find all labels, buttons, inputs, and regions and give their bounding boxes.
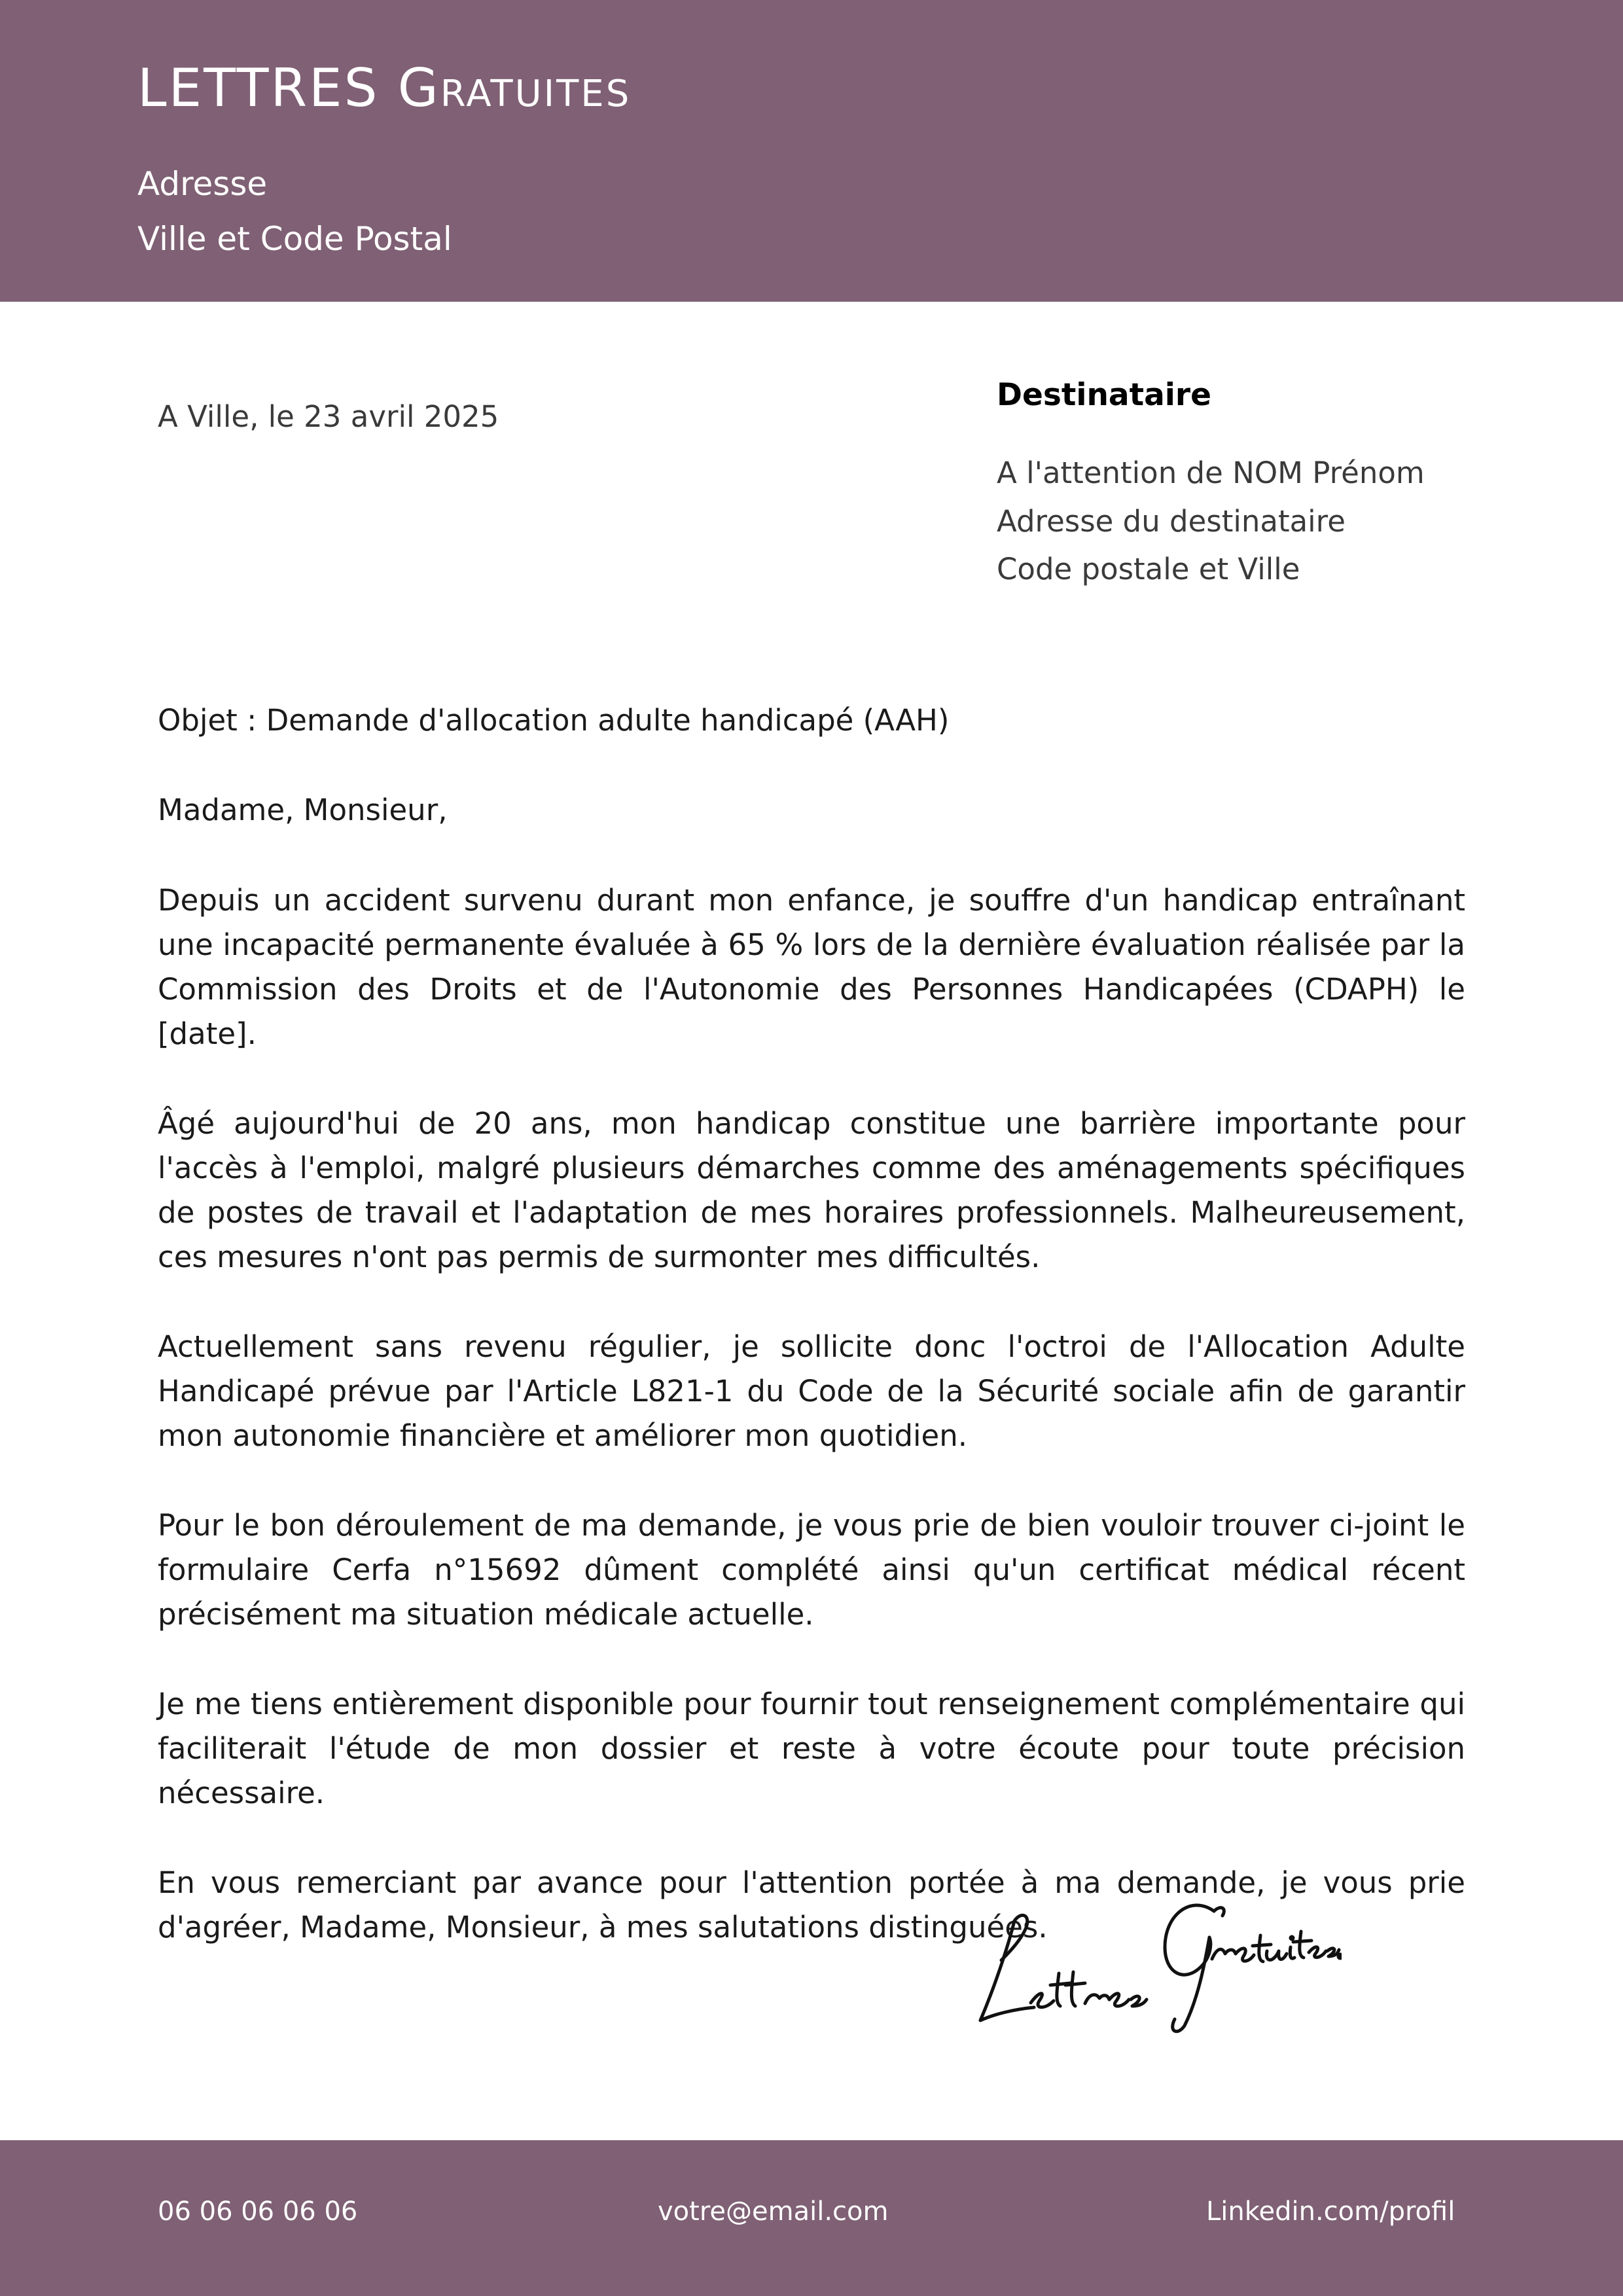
footer-band	[0, 2140, 1623, 2296]
body-paragraph: Depuis un accident survenu durant mon enfance, je souffre d'un handicap entraînant une incapacité permanente évaluée à 65 % lors de la dernière évaluation réalisée par la Commission des Droits et de l'Autonomie des Personnes Handicapées (CDAPH) le [date].	[158, 883, 1465, 1051]
body-paragraph: Je me tiens entièrement disponible pour fournir tout renseignement complémentaire qui faciliterait l'étude de mon dossier et reste à votre écoute pour toute précision nécessaire.	[158, 1687, 1465, 1810]
footer-phone: 06 06 06 06 06	[158, 2197, 358, 2227]
handwritten-signature	[969, 1875, 1342, 2045]
footer-email[interactable]: votre@email.com	[658, 2197, 889, 2227]
body-paragraph: En vous remerciant par avance pour l'attention portée à ma demande, je vous prie d'agréer, Madame, Monsieur, à mes salutations distinguées.	[158, 1865, 1465, 1945]
header-band	[0, 0, 1623, 302]
sender-address: Adresse	[137, 165, 268, 203]
brand-title	[137, 58, 631, 118]
greeting: Madame, Monsieur,	[158, 793, 448, 827]
letter-body	[158, 878, 1465, 1995]
brand-word-gratuites: Gratuites	[397, 58, 632, 118]
brand-word-lettres: LETTRES	[137, 58, 380, 118]
body-paragraph: Âgé aujourd'hui de 20 ans, mon handicap constitue une barrière importante pour l'accès à l'emploi, malgré plusieurs démarches comme des aménagements spécifiques de postes de travail et l'adaptation de mes horaires professionnels. Malheureusement, ces mesures n'ont pas permis de surmonter mes difficultés.	[158, 1106, 1465, 1274]
footer-linkedin[interactable]: Linkedin.com/profil	[1206, 2197, 1455, 2227]
recipient-title: Destinataire	[997, 377, 1211, 413]
date-line: A Ville, le 23 avril 2025	[158, 399, 499, 434]
subject-line: Objet : Demande d'allocation adulte handicapé (AAH)	[158, 703, 950, 738]
body-paragraph: Pour le bon déroulement de ma demande, je vous prie de bien vouloir trouver ci-joint le formulaire Cerfa n°15692 dûment complété ainsi qu'un certificat médical récent précisément ma situation médicale actuelle.	[158, 1508, 1465, 1632]
recipient-line: Adresse du destinataire	[997, 504, 1346, 539]
sender-city-postal: Ville et Code Postal	[137, 220, 452, 258]
body-paragraph: Actuellement sans revenu régulier, je sollicite donc l'octroi de l'Allocation Adulte Handicapé prévue par l'Article L821-1 du Code de la Sécurité sociale afin de garantir mon autonomie financière et améliorer mon quotidien.	[158, 1329, 1465, 1453]
recipient-line: Code postale et Ville	[997, 552, 1300, 586]
recipient-line: A l'attention de NOM Prénom	[997, 456, 1425, 490]
